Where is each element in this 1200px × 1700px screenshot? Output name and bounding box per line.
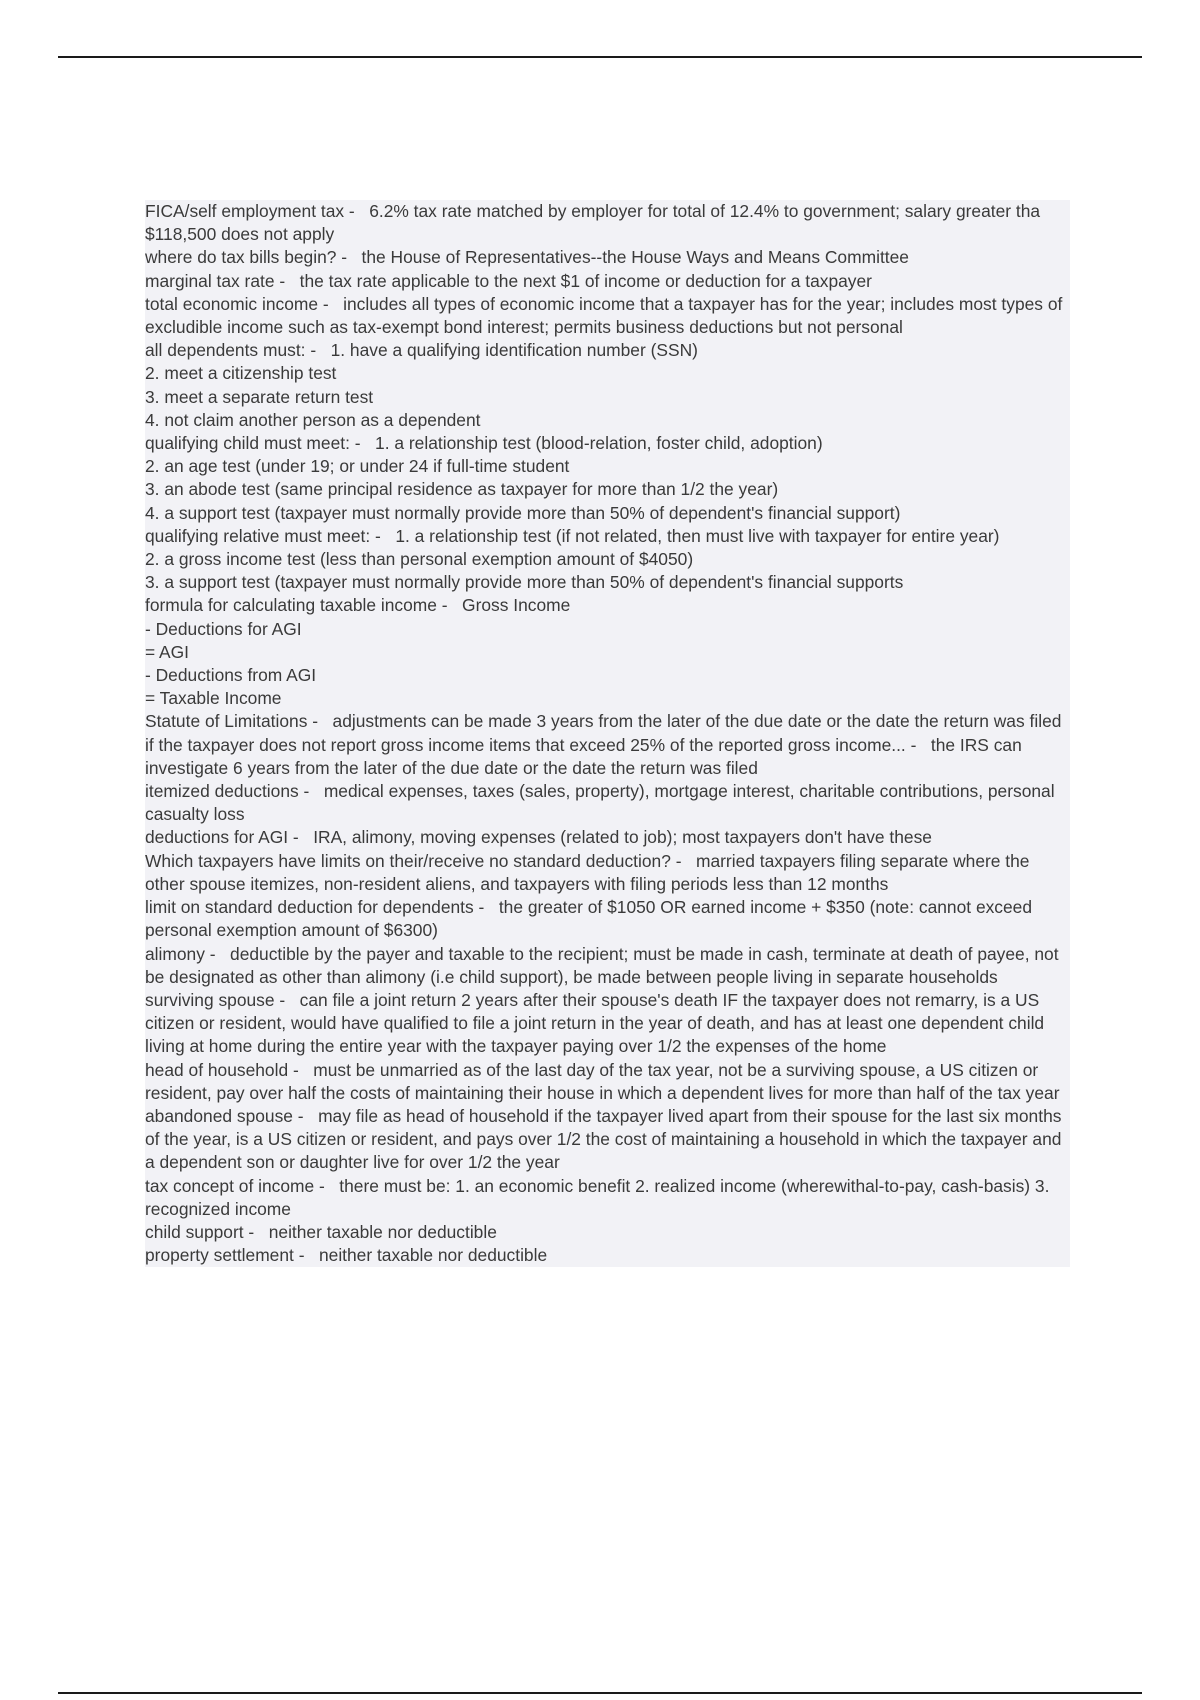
text-line: - Deductions for AGI [145, 618, 1070, 641]
text-line: all dependents must: - 1. have a qualifying identification number (SSN) [145, 339, 1070, 362]
text-line: total economic income - includes all types of economic income that a taxpayer has for the year; includes most types of excludible income such as tax-exempt bond interest; permits business deductions but not personal [145, 293, 1070, 339]
text-line: tax concept of income - there must be: 1. an economic benefit 2. realized income (wherewithal-to-pay, cash-basis) 3. recognized income [145, 1175, 1070, 1221]
text-line: property settlement - neither taxable nor deductible [145, 1244, 1070, 1267]
text-line: FICA/self employment tax - 6.2% tax rate matched by employer for total of 12.4% to government; salary greater tha $118,500 does not apply [145, 200, 1070, 246]
text-line: alimony - deductible by the payer and taxable to the recipient; must be made in cash, terminate at death of payee, not be designated as other than alimony (i.e child support), be made between people living in separate households [145, 943, 1070, 989]
text-line: 3. a support test (taxpayer must normally provide more than 50% of dependent's financial supports [145, 571, 1070, 594]
text-line: where do tax bills begin? - the House of Representatives--the House Ways and Means Committee [145, 246, 1070, 269]
text-line: Which taxpayers have limits on their/receive no standard deduction? - married taxpayers filing separate where the other spouse itemizes, non-resident aliens, and taxpayers with filing periods less than 12 months [145, 850, 1070, 896]
text-line: if the taxpayer does not report gross income items that exceed 25% of the reported gross income... - the IRS can investigate 6 years from the later of the due date or the date the return was filed [145, 734, 1070, 780]
text-line: = Taxable Income [145, 687, 1070, 710]
text-line: 2. an age test (under 19; or under 24 if full-time student [145, 455, 1070, 478]
text-line: qualifying child must meet: - 1. a relationship test (blood-relation, foster child, adoption) [145, 432, 1070, 455]
text-line: qualifying relative must meet: - 1. a relationship test (if not related, then must live with taxpayer for entire year) [145, 525, 1070, 548]
text-line: limit on standard deduction for dependents - the greater of $1050 OR earned income + $350 (note: cannot exceed personal exemption amount of $6300) [145, 896, 1070, 942]
text-line: formula for calculating taxable income - Gross Income [145, 594, 1070, 617]
text-line: abandoned spouse - may file as head of household if the taxpayer lived apart from their spouse for the last six months of the year, is a US citizen or resident, and pays over 1/2 the cost of maintaining a household in which the taxpayer and a dependent son or daughter live for over 1/2 the year [145, 1105, 1070, 1175]
text-line: 2. meet a citizenship test [145, 362, 1070, 385]
text-line: 4. a support test (taxpayer must normally provide more than 50% of dependent's financial support) [145, 502, 1070, 525]
text-line: = AGI [145, 641, 1070, 664]
text-line: head of household - must be unmarried as of the last day of the tax year, not be a surviving spouse, a US citizen or resident, pay over half the costs of maintaining their house in which a dependent lives for more than half of the tax year [145, 1059, 1070, 1105]
text-line: child support - neither taxable nor deductible [145, 1221, 1070, 1244]
text-line: 2. a gross income test (less than personal exemption amount of $4050) [145, 548, 1070, 571]
text-line: deductions for AGI - IRA, alimony, moving expenses (related to job); most taxpayers don't have these [145, 826, 1070, 849]
text-line: surviving spouse - can file a joint return 2 years after their spouse's death IF the taxpayer does not remarry, is a US citizen or resident, would have qualified to file a joint return in the year of death, and has at least one dependent child living at home during the entire year with the taxpayer paying over 1/2 the expenses of the home [145, 989, 1070, 1059]
footer-rule [58, 1692, 1142, 1694]
document-body [145, 200, 1070, 1267]
text-line: itemized deductions - medical expenses, taxes (sales, property), mortgage interest, charitable contributions, personal casualty loss [145, 780, 1070, 826]
text-line: - Deductions from AGI [145, 664, 1070, 687]
text-line: marginal tax rate - the tax rate applicable to the next $1 of income or deduction for a taxpayer [145, 270, 1070, 293]
text-line: Statute of Limitations - adjustments can be made 3 years from the later of the due date or the date the return was filed [145, 710, 1070, 733]
header-rule [58, 56, 1142, 58]
text-line: 3. an abode test (same principal residence as taxpayer for more than 1/2 the year) [145, 478, 1070, 501]
text-line: 3. meet a separate return test [145, 386, 1070, 409]
text-line: 4. not claim another person as a dependent [145, 409, 1070, 432]
